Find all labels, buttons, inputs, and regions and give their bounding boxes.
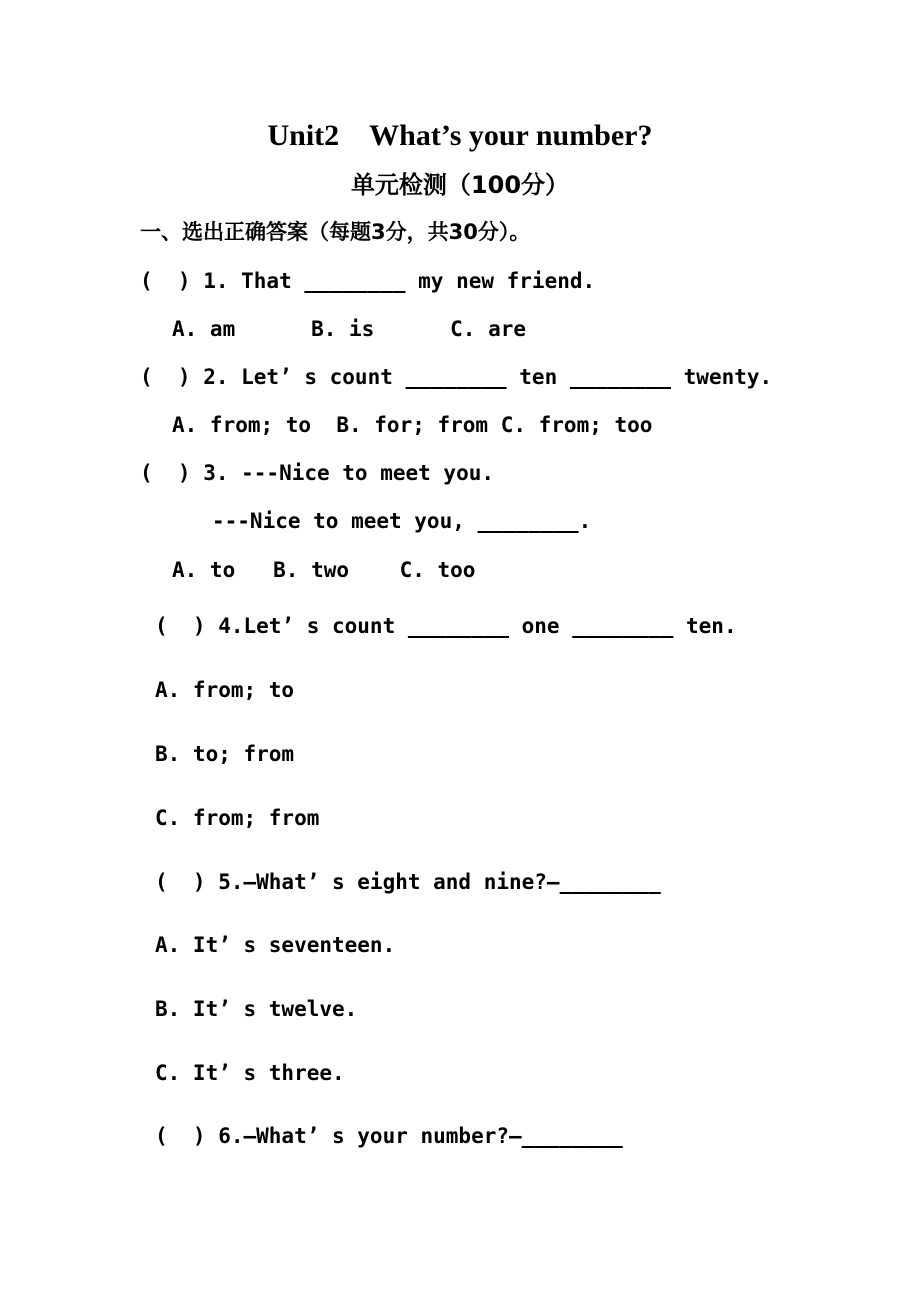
question-3-options: A. to B. two C. too xyxy=(172,558,476,582)
question-3: ( ) 3. ---Nice to meet you. xyxy=(140,461,495,485)
section-heading: 一、选出正确答案（每题3分，共30分）。 xyxy=(140,220,531,244)
question-2-options: A. from; to B. for; from C. from; too xyxy=(172,413,653,437)
question-2: ( ) 2. Let’ s count ________ ten ________ twenty. xyxy=(140,365,773,389)
page-title: Unit2 What’s your number? xyxy=(267,119,653,152)
question-5-option-b: B. It’ s twelve. xyxy=(155,997,358,1021)
question-6: ( ) 6.—What’ s your number?—________ xyxy=(155,1124,623,1148)
question-4-option-b: B. to; from xyxy=(155,742,295,766)
question-4-option-a: A. from; to xyxy=(155,678,295,702)
question-1: ( ) 1. That ________ my new friend. xyxy=(140,269,596,293)
question-5: ( ) 5.—What’ s eight and nine?—________ xyxy=(155,870,661,894)
question-5-option-c: C. It’ s three. xyxy=(155,1061,345,1085)
question-4: ( ) 4.Let’ s count ________ one ________ ten. xyxy=(155,614,737,638)
question-5-option-a: A. It’ s seventeen. xyxy=(155,933,396,957)
page-subtitle: 单元检测（100分） xyxy=(350,171,570,199)
question-4-option-c: C. from; from xyxy=(155,806,320,830)
question-3-reply: ---Nice to meet you, ________. xyxy=(212,509,592,533)
question-1-options: A. am B. is C. are xyxy=(172,317,527,341)
